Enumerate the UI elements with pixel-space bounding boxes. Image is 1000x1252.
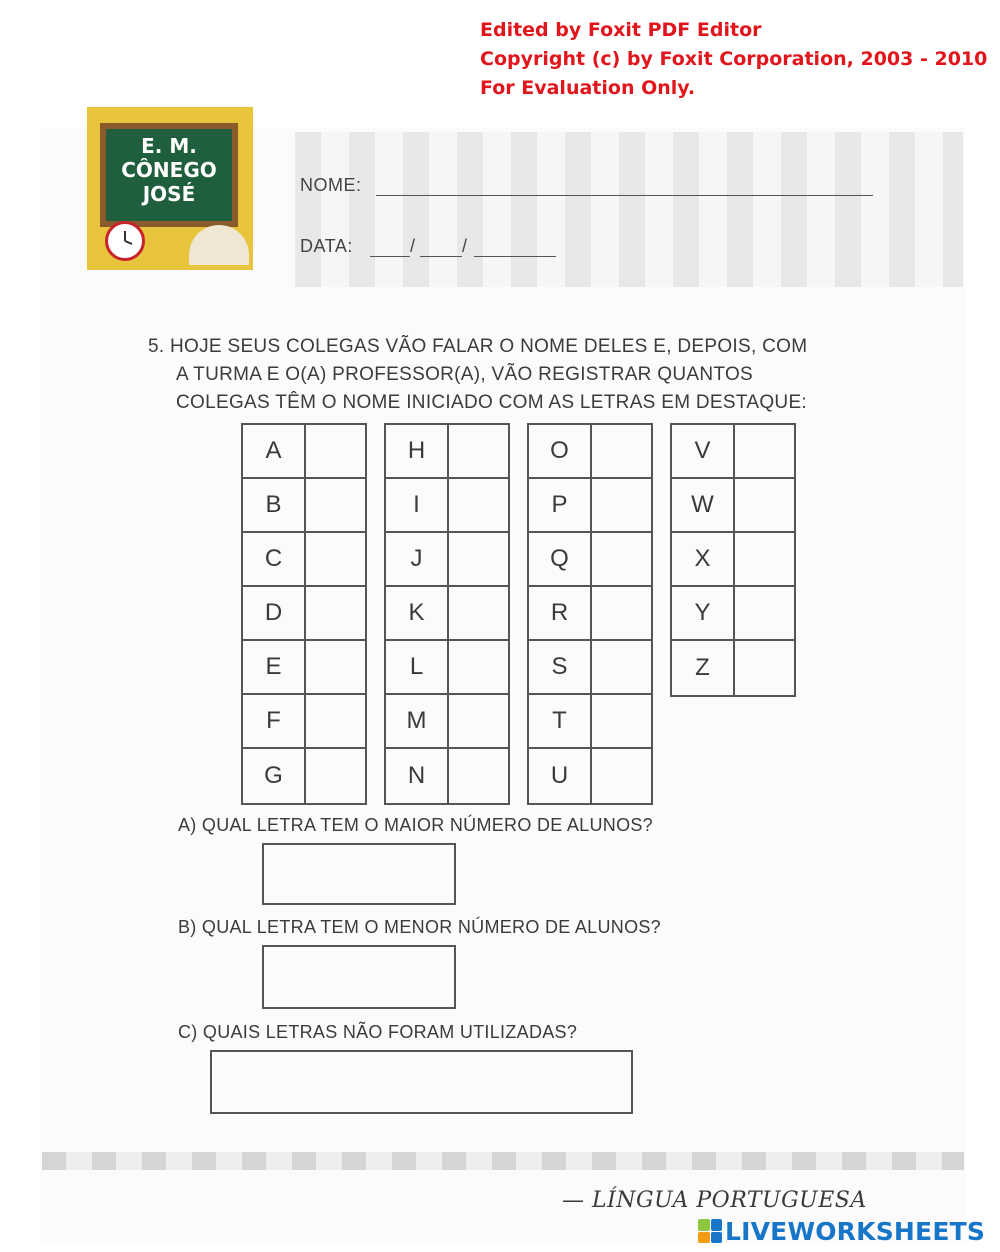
count-cell[interactable] [306, 695, 365, 747]
count-cell[interactable] [306, 587, 365, 639]
letter-row [529, 587, 651, 641]
letter-row [386, 641, 508, 695]
letter-row [243, 479, 365, 533]
chalkboard [100, 123, 238, 227]
letter-row [386, 695, 508, 749]
count-cell[interactable] [449, 695, 508, 747]
letter-row [386, 533, 508, 587]
count-cell[interactable] [306, 641, 365, 693]
letter-row [243, 641, 365, 695]
letter-cell: X [672, 533, 735, 585]
count-cell[interactable] [735, 587, 794, 639]
logo-line: JOSÉ [142, 182, 196, 206]
question-line: COLEGAS TÊM O NOME INICIADO COM AS LETRAS EM DESTAQUE: [176, 392, 807, 413]
letter-row [529, 425, 651, 479]
letter-cell: M [386, 695, 449, 747]
date-month-field[interactable] [420, 256, 462, 257]
watermark-line: Copyright (c) by Foxit Corporation, 2003 - 2010 [480, 48, 988, 70]
answer-a-field[interactable] [262, 843, 456, 905]
count-cell[interactable] [592, 479, 651, 531]
letter-column-a-g [241, 423, 367, 805]
letter-cell: A [243, 425, 306, 477]
letter-cell: Z [672, 641, 735, 695]
count-cell[interactable] [592, 425, 651, 477]
letter-cell: Q [529, 533, 592, 585]
count-cell[interactable] [449, 587, 508, 639]
letter-row [672, 425, 794, 479]
subquestion-b: B) QUAL LETRA TEM O MENOR NÚMERO DE ALUNOS? [178, 917, 661, 937]
count-cell[interactable] [592, 695, 651, 747]
letter-row [529, 479, 651, 533]
logo-line: CÔNEGO [121, 158, 217, 182]
answer-c-field[interactable] [210, 1050, 633, 1114]
count-cell[interactable] [592, 749, 651, 803]
letter-cell: H [386, 425, 449, 477]
letter-cell: C [243, 533, 306, 585]
letter-row [529, 641, 651, 695]
count-cell[interactable] [449, 749, 508, 803]
letter-row [672, 479, 794, 533]
subject-label: — LÍNGUA PORTUGUESA [562, 1188, 867, 1213]
letter-row [386, 587, 508, 641]
foxit-watermark [480, 16, 987, 103]
letter-cell: W [672, 479, 735, 531]
count-cell[interactable] [306, 749, 365, 803]
letter-row [672, 533, 794, 587]
letter-column-v-z [670, 423, 796, 697]
date-day-field[interactable] [370, 256, 410, 257]
liveworksheets-logo [698, 1216, 985, 1246]
question-line: A TURMA E O(A) PROFESSOR(A), VÃO REGISTRAR QUANTOS [176, 364, 753, 385]
letter-column-o-u [527, 423, 653, 805]
subquestion-c: C) QUAIS LETRAS NÃO FORAM UTILIZADAS? [178, 1022, 578, 1042]
count-cell[interactable] [449, 533, 508, 585]
date-separator: / [462, 236, 468, 256]
letter-cell: N [386, 749, 449, 803]
subquestion-a: A) QUAL LETRA TEM O MAIOR NÚMERO DE ALUNOS? [178, 815, 653, 835]
letter-cell: U [529, 749, 592, 803]
letter-row [672, 641, 794, 695]
school-logo [87, 107, 253, 270]
count-cell[interactable] [449, 641, 508, 693]
letter-row [529, 533, 651, 587]
count-cell[interactable] [306, 479, 365, 531]
count-cell[interactable] [592, 587, 651, 639]
liveworksheets-icon [698, 1219, 722, 1243]
letter-cell: P [529, 479, 592, 531]
letter-cell: T [529, 695, 592, 747]
letter-cell: S [529, 641, 592, 693]
letter-row [243, 425, 365, 479]
count-cell[interactable] [449, 425, 508, 477]
letter-cell: B [243, 479, 306, 531]
letter-cell: J [386, 533, 449, 585]
letter-row [243, 695, 365, 749]
count-cell[interactable] [735, 425, 794, 477]
letter-cell: K [386, 587, 449, 639]
letter-cell: E [243, 641, 306, 693]
question-line: 5. HOJE SEUS COLEGAS VÃO FALAR O NOME DELES E, DEPOIS, COM [148, 336, 808, 357]
count-cell[interactable] [306, 533, 365, 585]
letter-cell: O [529, 425, 592, 477]
count-cell[interactable] [592, 533, 651, 585]
letter-cell: D [243, 587, 306, 639]
name-field[interactable] [376, 195, 873, 196]
letter-cell: Y [672, 587, 735, 639]
book-icon [189, 225, 249, 265]
clock-icon [105, 221, 145, 261]
answer-b-field[interactable] [262, 945, 456, 1009]
letter-row [386, 479, 508, 533]
count-cell[interactable] [306, 425, 365, 477]
letter-row [529, 749, 651, 803]
header-band [295, 132, 963, 287]
letter-cell: L [386, 641, 449, 693]
watermark-line: For Evaluation Only. [480, 77, 696, 99]
footer-band [42, 1152, 964, 1170]
count-cell[interactable] [735, 479, 794, 531]
letter-cell: F [243, 695, 306, 747]
count-cell[interactable] [449, 479, 508, 531]
letter-row [243, 749, 365, 803]
letter-row [386, 425, 508, 479]
date-separator: / [410, 236, 416, 256]
letter-cell: V [672, 425, 735, 477]
date-label: DATA: [300, 236, 353, 256]
letter-row [529, 695, 651, 749]
letter-row [243, 587, 365, 641]
count-cell[interactable] [735, 641, 794, 695]
letter-cell: R [529, 587, 592, 639]
letter-column-h-n [384, 423, 510, 805]
letter-row [672, 587, 794, 641]
date-year-field[interactable] [474, 256, 556, 257]
question-5 [148, 333, 807, 417]
watermark-line: Edited by Foxit PDF Editor [480, 19, 762, 41]
letter-cell: G [243, 749, 306, 803]
count-cell[interactable] [592, 641, 651, 693]
letter-cell: I [386, 479, 449, 531]
count-cell[interactable] [735, 533, 794, 585]
letter-row [386, 749, 508, 803]
letter-row [243, 533, 365, 587]
logo-line: E. M. [141, 134, 197, 158]
name-label: NOME: [300, 175, 362, 195]
liveworksheets-brand: LIVEWORKSHEETS [725, 1216, 986, 1246]
